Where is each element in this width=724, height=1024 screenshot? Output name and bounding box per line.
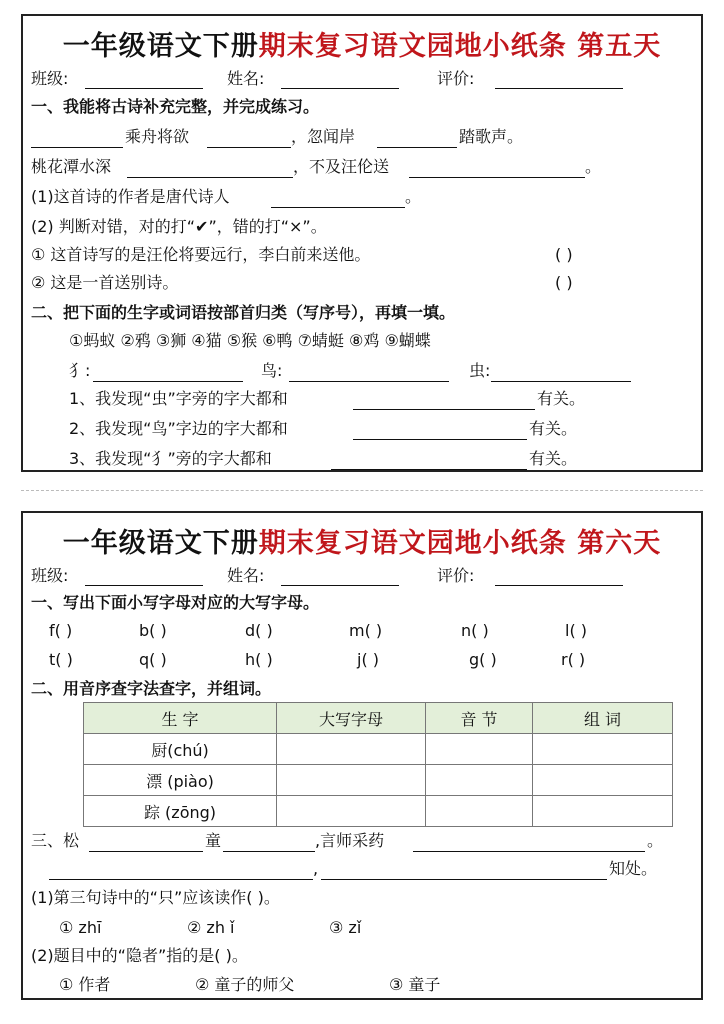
worksheet-day6 [21, 511, 703, 1000]
find-end: 有关。 [537, 389, 586, 408]
table-cell: 踪 (zōng) [84, 796, 277, 827]
section-heading: 二、用音序查字法查字，并组词。 [31, 679, 272, 698]
blank[interactable] [331, 469, 527, 470]
blank[interactable] [377, 147, 457, 148]
table-row [84, 796, 673, 827]
name-label: 姓名: [227, 69, 265, 88]
class-field[interactable] [85, 585, 203, 586]
radical-label: 犭: [69, 361, 91, 380]
radical-label: 鸟: [261, 361, 283, 380]
eval-label: 评价: [437, 69, 475, 88]
answer-cell[interactable] [533, 765, 673, 796]
letter-blank[interactable]: r( ) [561, 650, 586, 669]
table-cell: 漂 (piào) [84, 765, 277, 796]
option[interactable]: ② zh ǐ [187, 918, 235, 937]
answer-paren[interactable]: ( ) [555, 245, 573, 264]
poem-text: ，不及汪伦送 [293, 157, 390, 176]
question: (2)题目中的“隐者”指的是( )。 [31, 946, 248, 965]
question: (1)第三句诗中的“只”应该读作( )。 [31, 888, 280, 907]
letter-blank[interactable]: j( ) [357, 650, 380, 669]
name-field[interactable] [281, 585, 399, 586]
letter-blank[interactable]: n( ) [461, 621, 489, 640]
find-sentence: 3、我发现“犭”旁的字大都和 [69, 449, 272, 468]
worksheet-day5 [21, 14, 703, 472]
divider [21, 490, 703, 491]
poem-text: , [313, 859, 319, 878]
name-label: 姓名: [227, 566, 265, 585]
letter-blank[interactable]: f( ) [49, 621, 73, 640]
eval-field[interactable] [495, 585, 623, 586]
poem-text: ，忽闻岸 [291, 127, 356, 146]
blank[interactable] [89, 851, 203, 852]
answer-cell[interactable] [533, 796, 673, 827]
letter-blank[interactable]: g( ) [469, 650, 497, 669]
class-label: 班级: [31, 566, 69, 585]
poem-text: 。 [647, 831, 664, 850]
blank[interactable] [413, 851, 645, 852]
char-list: ①蚂蚁 ②鸦 ③狮 ④猫 ⑤猴 ⑥鸭 ⑦蜻蜓 ⑧鸡 ⑨蝴蝶 [69, 331, 431, 350]
answer-cell[interactable] [426, 765, 533, 796]
section-heading: 一、我能将古诗补充完整，并完成练习。 [31, 97, 320, 116]
option[interactable]: ① 作者 [59, 975, 111, 994]
find-sentence: 1、我发现“虫”字旁的字大都和 [69, 389, 288, 408]
answer-cell[interactable] [277, 765, 426, 796]
blank[interactable] [49, 879, 313, 880]
blank[interactable] [491, 381, 631, 382]
poem-text: 。 [585, 157, 602, 176]
blank[interactable] [353, 409, 535, 410]
name-field[interactable] [281, 88, 399, 89]
poem-text: 乘舟将欲 [125, 127, 190, 146]
letter-blank[interactable]: b( ) [139, 621, 167, 640]
poem-text: 踏歌声。 [459, 127, 524, 146]
table-header: 生 字 [84, 703, 277, 734]
question: (2) 判断对错，对的打“✔”，错的打“×”。 [31, 217, 327, 236]
blank[interactable] [207, 147, 291, 148]
table-header: 组 词 [533, 703, 673, 734]
answer-cell[interactable] [426, 796, 533, 827]
blank[interactable] [353, 439, 527, 440]
judge-item: ② 这是一首送别诗。 [31, 273, 179, 292]
question: (1)这首诗的作者是唐代诗人 [31, 187, 230, 206]
table-header: 音 节 [426, 703, 533, 734]
blank[interactable] [289, 381, 449, 382]
table-row [84, 765, 673, 796]
class-label: 班级: [31, 69, 69, 88]
judge-item: ① 这首诗写的是汪伦将要远行，李白前来送他。 [31, 245, 371, 264]
worksheet-title: 一年级语文下册期末复习语文园地小纸条 第六天 [62, 528, 662, 559]
blank[interactable] [271, 207, 405, 208]
blank[interactable] [321, 879, 607, 880]
answer-cell[interactable] [277, 734, 426, 765]
letter-blank[interactable]: m( ) [349, 621, 383, 640]
poem-text: 三、松 [31, 831, 80, 850]
find-end: 有关。 [529, 449, 578, 468]
poem-text: 桃花潭水深 [31, 157, 112, 176]
answer-cell[interactable] [533, 734, 673, 765]
table-cell: 厨(chú) [84, 734, 277, 765]
class-field[interactable] [85, 88, 203, 89]
eval-field[interactable] [495, 88, 623, 89]
letter-blank[interactable]: q( ) [139, 650, 167, 669]
option[interactable]: ③ 童子 [389, 975, 441, 994]
letter-blank[interactable]: l( ) [565, 621, 588, 640]
blank[interactable] [93, 381, 243, 382]
poem-text: 知处。 [609, 859, 658, 878]
table-header: 大写字母 [277, 703, 426, 734]
answer-cell[interactable] [426, 734, 533, 765]
letter-blank[interactable]: h( ) [245, 650, 273, 669]
table-header-row [84, 703, 673, 734]
worksheet-title: 一年级语文下册期末复习语文园地小纸条 第五天 [62, 31, 662, 62]
option[interactable]: ① zhī [59, 918, 102, 937]
blank[interactable] [127, 177, 293, 178]
find-sentence: 2、我发现“鸟”字边的字大都和 [69, 419, 288, 438]
section-heading: 二、把下面的生字或词语按部首归类（写序号），再填一填。 [31, 303, 456, 322]
table-row [84, 734, 673, 765]
letter-blank[interactable]: t( ) [49, 650, 73, 669]
answer-paren[interactable]: ( ) [555, 273, 573, 292]
blank[interactable] [31, 147, 123, 148]
option[interactable]: ② 童子的师父 [195, 975, 295, 994]
answer-cell[interactable] [277, 796, 426, 827]
poem-text: 童 [205, 831, 222, 850]
find-end: 有关。 [529, 419, 578, 438]
option[interactable]: ③ zǐ [329, 918, 362, 937]
blank[interactable] [223, 851, 315, 852]
question-end: 。 [405, 187, 422, 206]
section-heading: 一、写出下面小写字母对应的大写字母。 [31, 593, 320, 612]
radical-label: 虫: [469, 361, 491, 380]
eval-label: 评价: [437, 566, 475, 585]
poem-text: ,言师采药 [315, 831, 385, 850]
letter-blank[interactable]: d( ) [245, 621, 273, 640]
blank[interactable] [409, 177, 585, 178]
lookup-table [83, 702, 673, 827]
